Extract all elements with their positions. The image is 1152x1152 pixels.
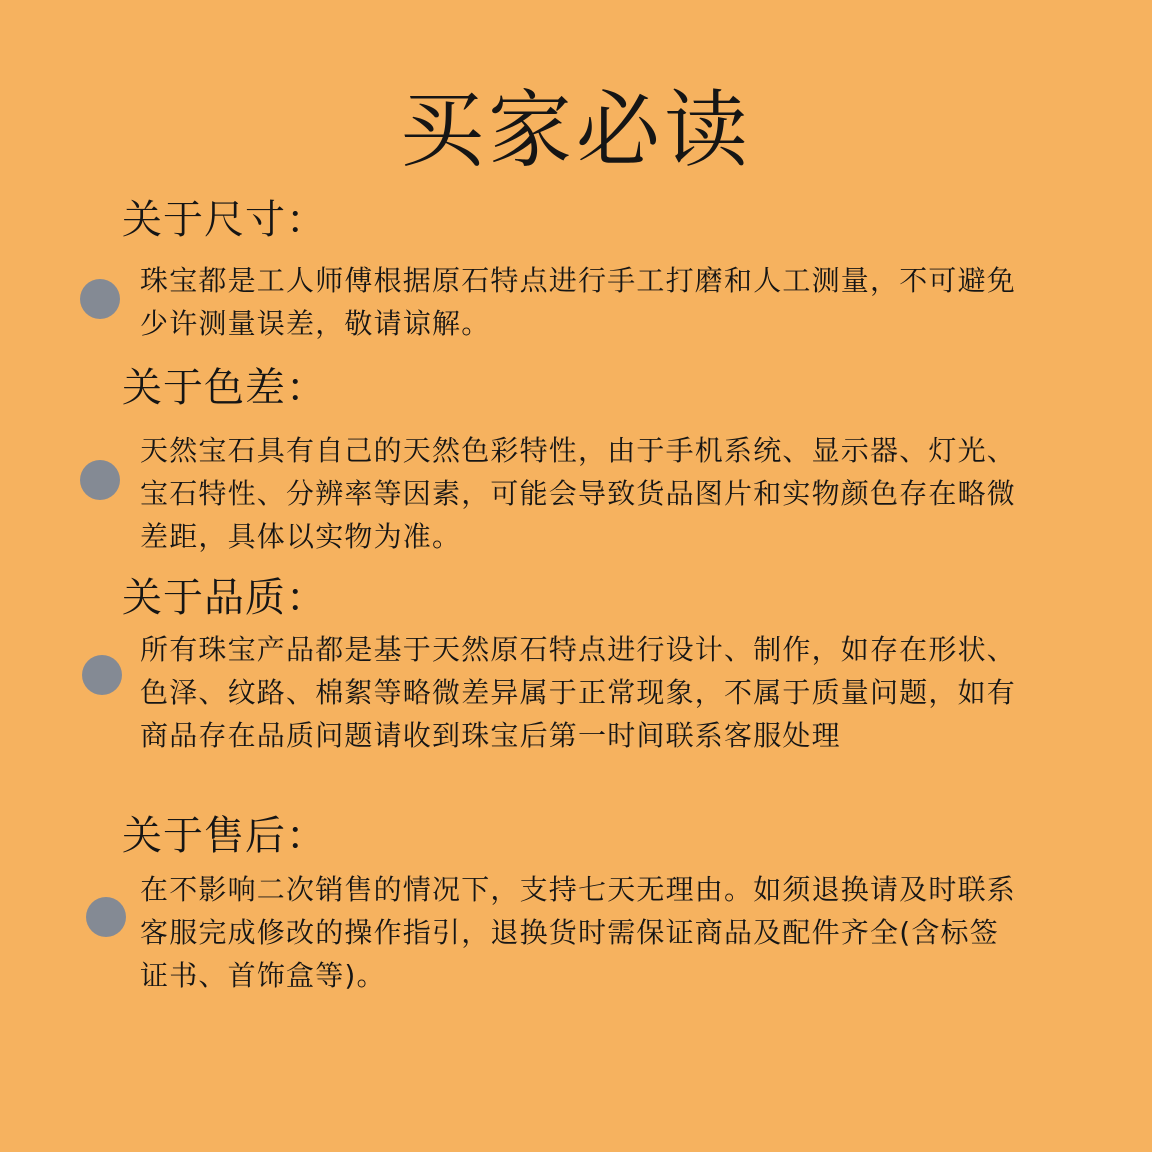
section-heading-size: 关于尺寸：	[122, 197, 327, 243]
section-heading-color: 关于色差：	[122, 365, 327, 411]
bullet-dot-icon	[86, 897, 126, 937]
section-text-size: 珠宝都是工人师傅根据原石特点进行手工打磨和人工测量，不可避免少许测量误差，敬请谅解。	[140, 264, 1017, 340]
section-heading-after-sales: 关于售后：	[122, 813, 327, 859]
section-text-quality: 所有珠宝产品都是基于天然原石特点进行设计、制作，如存在形状、色泽、纹路、棉絮等略微差异属于正常现象，不属于质量问题，如有商品存在品质问题请收到珠宝后第一时间联系客服处理	[140, 633, 1017, 752]
bullet-dot-icon	[80, 279, 120, 319]
section-heading-quality: 关于品质：	[122, 575, 327, 621]
bullet-dot-icon	[80, 460, 120, 500]
section-text-color: 天然宝石具有自己的天然色彩特性，由于手机系统、显示器、灯光、宝石特性、分辨率等因素，可能会导致货品图片和实物颜色存在略微差距，具体以实物为准。	[140, 434, 1017, 553]
page-title: 买家必读	[399, 81, 752, 179]
section-text-after-sales: 在不影响二次销售的情况下，支持七天无理由。如须退换请及时联系客服完成修改的操作指引，退换货时需保证商品及配件齐全(含标签证书、首饰盒等)。	[140, 873, 1017, 992]
bullet-dot-icon	[82, 655, 122, 695]
